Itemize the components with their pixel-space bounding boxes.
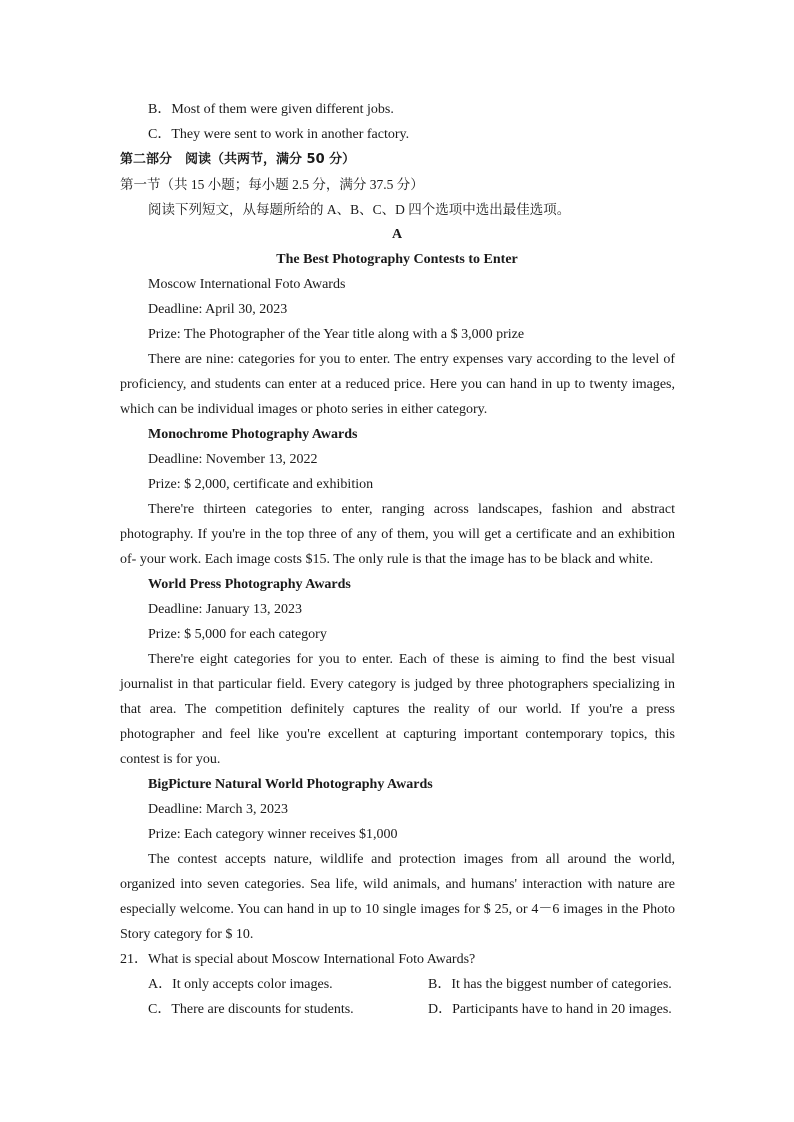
paragraph-line: There're thirteen categories to enter, ranging across landscapes, fashion and abstract: [148, 502, 675, 517]
prev-option-b: B．Most of them were given different jobs.: [148, 102, 394, 117]
paragraph-line: The contest accepts nature, wildlife and protection images from all around the world,: [148, 852, 675, 867]
deadline: Deadline: November 13, 2022: [148, 452, 318, 467]
paragraph-line: that area. The competition definitely captures the reality of our world. If you're a press: [120, 702, 675, 717]
paragraph-line: of- your work. Each image costs $15. The only rule is that the image has to be black and white.: [120, 552, 654, 567]
question-21: 21．What is special about Moscow International Foto Awards?: [120, 952, 476, 967]
option-a: A．It only accepts color images.: [148, 977, 333, 992]
prev-option-c: C．They were sent to work in another factory.: [148, 127, 410, 142]
instructions: 阅读下列短文，从每题所给的 A、B、C、D 四个选项中选出最佳选项。: [148, 202, 571, 217]
subsection-title: 第一节（共 15 小题；每小题 2.5 分，满分 37.5 分）: [120, 177, 424, 192]
paragraph-line: journalist in that particular field. Every category is judged by three photographers specializing in: [120, 677, 675, 692]
section-title: 第二部分 阅读（共两节，满分 50 分）: [120, 152, 356, 167]
paragraph-line: organized into seven categories. Sea life, wild animals, and humans' interaction with nature are: [120, 877, 675, 892]
option-d: D．Participants have to hand in 20 images.: [428, 1002, 672, 1017]
prize: Prize: Each category winner receives $1,000: [148, 827, 398, 842]
paragraph-line: There are nine: categories for you to enter. The entry expenses vary according to the level of: [148, 352, 675, 367]
paragraph-line: Story category for $ 10.: [120, 927, 254, 942]
paragraph-line: There're eight categories for you to enter. Each of these is aiming to find the best visual: [148, 652, 675, 667]
deadline: Deadline: January 13, 2023: [148, 602, 302, 617]
paragraph-line: photography. If you're in the top three of any of them, you will get a certificate and an exhibition: [120, 527, 675, 542]
paragraph-line: which can be individual images or photo series in either category.: [120, 402, 488, 417]
paragraph-line: especially welcome. You can hand in up to 10 single images for $ 25, or 4－6 images in the Photo: [120, 902, 675, 917]
deadline: Deadline: April 30, 2023: [148, 302, 288, 317]
paragraph-line: proficiency, and students can enter at a reduced price. Here you can hand in up to twenty images,: [120, 377, 675, 392]
contest-heading: Moscow International Foto Awards: [148, 277, 346, 292]
contest-heading: BigPicture Natural World Photography Awards: [148, 777, 433, 792]
paragraph-line: contest is for you.: [120, 752, 221, 767]
passage-title: The Best Photography Contests to Enter: [276, 252, 518, 267]
passage-label: A: [391, 227, 403, 242]
prize: Prize: $ 5,000 for each category: [148, 627, 327, 642]
option-c: C．There are discounts for students.: [148, 1002, 354, 1017]
contest-heading: World Press Photography Awards: [148, 577, 351, 592]
prize: Prize: $ 2,000, certificate and exhibition: [148, 477, 374, 492]
prize: Prize: The Photographer of the Year title along with a $ 3,000 prize: [148, 327, 525, 342]
contest-heading: Monochrome Photography Awards: [148, 427, 358, 442]
option-b: B．It has the biggest number of categories.: [428, 977, 672, 992]
deadline: Deadline: March 3, 2023: [148, 802, 288, 817]
paragraph-line: photographer and feel like you're excellent at capturing important contemporary topics, this: [120, 727, 675, 742]
